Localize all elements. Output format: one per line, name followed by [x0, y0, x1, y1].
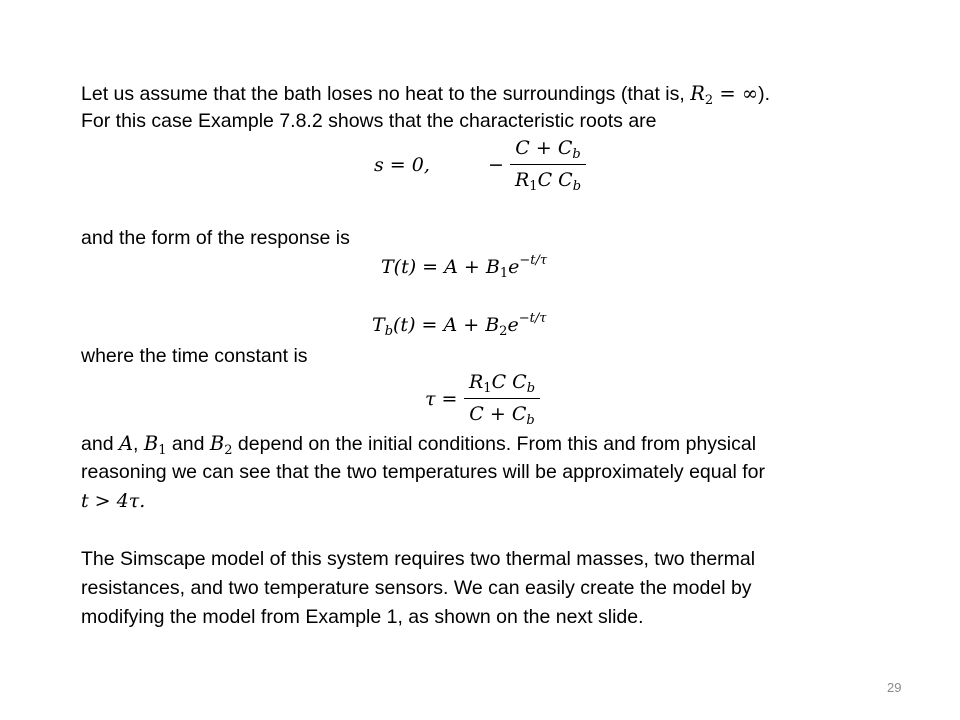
root-fraction-denominator: [510, 169, 586, 194]
root-fraction: [510, 137, 586, 194]
symbol-B1-letter: B: [143, 432, 159, 455]
root-fraction-numerator: [510, 137, 586, 162]
symbol-B2: [209, 432, 233, 458]
equation-T-lhs: T(t) = A + B: [381, 256, 500, 278]
root-num-text: C + C: [515, 137, 573, 159]
equation-Tb-e: e: [507, 314, 519, 336]
conditions-and: and: [81, 433, 119, 455]
root-num-sub: b: [572, 147, 581, 162]
root-s-zero: s = 0,: [374, 154, 430, 176]
root-minus-sign: −: [488, 154, 504, 176]
r2-subscript: 2: [704, 93, 714, 108]
intro-line-1-text: Let us assume that the bath loses no heat to the surroundings (that is,: [81, 83, 691, 105]
conditions-rest: depend on the initial conditions. From this and from physical: [232, 433, 757, 455]
tau-num-subb: b: [526, 381, 536, 396]
conditions-line-3: t > 4τ.: [81, 490, 146, 512]
tau-den-subb: b: [526, 413, 535, 428]
tau-num-r: R: [468, 371, 484, 393]
conditions-and-2: and: [166, 433, 210, 455]
root-fraction-bar: [510, 164, 586, 165]
equation-Tb-b-sub: 2: [499, 324, 508, 339]
tau-den-text: C + C: [469, 403, 527, 425]
simscape-line-3: modifying the model from Example 1, as shown on the next slide.: [81, 606, 644, 628]
equation-T: [381, 253, 548, 281]
conditions-line-1: [81, 432, 757, 458]
tau-fraction-numerator: [464, 371, 540, 396]
symbol-B1: [143, 432, 167, 458]
symbol-B2-sub: 2: [224, 443, 233, 458]
conditions-line-2: reasoning we can see that the two temperatures will be approximately equal for: [81, 461, 765, 483]
response-intro: and the form of the response is: [81, 227, 350, 249]
intro-line-1-end: ).: [758, 83, 771, 105]
r2-letter: R: [690, 82, 705, 105]
intro-line-1: [81, 82, 771, 108]
tau-fraction-denominator: [464, 403, 540, 428]
equation-Tb-exponent: −t/τ: [518, 311, 547, 326]
equation-T-b-sub: 1: [499, 266, 509, 281]
root-den-c: C C: [537, 169, 573, 191]
symbol-B2-letter: B: [209, 432, 225, 455]
equation-Tb: [372, 311, 547, 339]
equation-T-e: e: [508, 256, 520, 278]
conditions-comma: ,: [133, 433, 144, 455]
time-constant-intro: where the time constant is: [81, 345, 308, 367]
root-den-r: R: [514, 169, 530, 191]
tau-lhs: τ =: [425, 388, 458, 410]
symbol-B1-sub: 1: [158, 443, 167, 458]
r2-symbol: [690, 82, 714, 108]
simscape-line-2: resistances, and two temperature sensors. We can easily create the model by: [81, 577, 752, 599]
tau-num-sub1: 1: [483, 381, 492, 396]
tau-fraction-bar: [464, 398, 540, 399]
symbol-A: A: [118, 432, 134, 455]
page-number: 29: [887, 680, 902, 695]
simscape-line-1: The Simscape model of this system requires two thermal masses, two thermal: [81, 548, 756, 570]
root-den-sub1: 1: [529, 179, 538, 194]
equation-Tb-mid: (t) = A + B: [393, 314, 500, 336]
equation-Tb-T: T: [372, 314, 385, 336]
equation-T-exponent: −t/τ: [519, 253, 548, 268]
root-den-subb: b: [572, 179, 582, 194]
tau-num-c: C C: [491, 371, 527, 393]
tau-fraction: [464, 371, 540, 428]
equation-Tb-sub: b: [384, 324, 394, 339]
intro-line-2: For this case Example 7.8.2 shows that the characteristic roots are: [81, 110, 657, 132]
infinity-expression: = ∞: [713, 82, 759, 105]
